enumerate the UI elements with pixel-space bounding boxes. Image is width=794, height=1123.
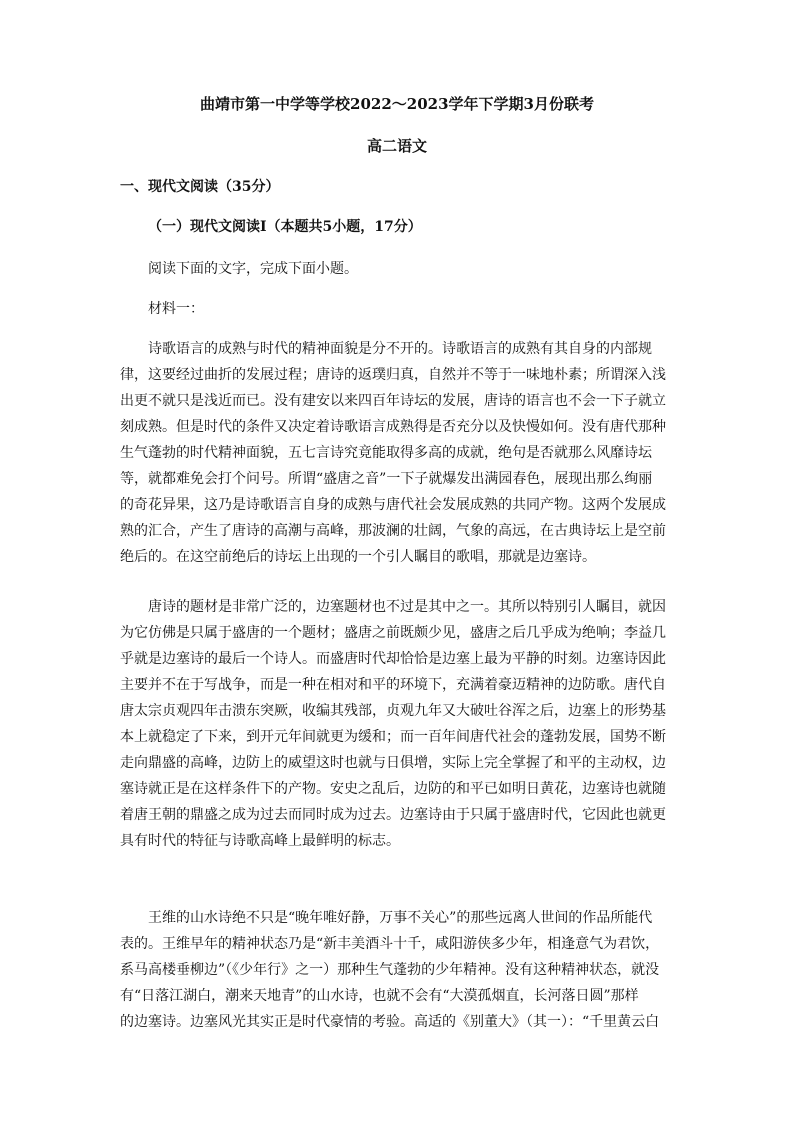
page-title: 曲靖市第一中学等学校2022～2023学年下学期3月份联考 xyxy=(200,95,594,113)
paragraph-line: 诗歌语言的成熟与时代的精神面貌是分不开的。诗歌语言的成熟有其自身的内部规 xyxy=(148,341,652,357)
paragraph-3 xyxy=(120,905,680,1035)
paragraph-2 xyxy=(120,594,680,854)
paragraph-line: 为它仿佛是只属于盛唐的一个题材；盛唐之前既颇少见，盛唐之后几乎成为绝响；李益几 xyxy=(120,625,666,641)
paragraph-line: 主要并不在于写战争，而是一种在相对和平的环境下，充满着豪迈精神的边防歌。唐代自 xyxy=(120,677,666,693)
paragraph-line: 的奇花异果，这乃是诗歌语言自身的成熟与唐代社会发展成熟的共同产物。这两个发展成 xyxy=(120,497,666,513)
paragraph-line: 绝后的。在这空前绝后的诗坛上出现的一个引人瞩目的歌唱，那就是边塞诗。 xyxy=(120,549,596,565)
paragraph-line: 律，这要经过曲折的发展过程；唐诗的返璞归真，自然并不等于一味地朴素；所谓深入浅 xyxy=(120,367,666,383)
paragraph-line: 熟的汇合，产生了唐诗的高潮与高峰，那波澜的壮阔，气象的高远，在古典诗坛上是空前 xyxy=(120,523,666,539)
paragraph-line: 着唐王朝的鼎盛之成为过去而同时成为过去。边塞诗由于只属于盛唐时代，它因此也就更 xyxy=(120,807,666,823)
paragraph-line: 唐诗的题材是非常广泛的，边塞题材也不过是其中之一。其所以特别引人瞩目，就因 xyxy=(148,599,666,615)
subsection-heading: （一）现代文阅读Ⅰ（本题共5小题，17分） xyxy=(148,219,422,235)
paragraph-line: 出更不就只是浅近而已。没有建安以来四百年诗坛的发展，唐诗的语言也不会一下子就立 xyxy=(120,393,666,409)
paragraph-line: 唐太宗贞观四年击溃东突厥，收编其残部，贞观九年又大破吐谷浑之后，边塞上的形势基 xyxy=(120,703,666,719)
reading-instruction: 阅读下面的文字，完成下面小题。 xyxy=(148,261,358,277)
material-label: 材料一： xyxy=(148,301,204,317)
paragraph-line: 生气蓬勃的时代精神面貌，五七言诗究竟能取得多高的成就，绝句是否就那么风靡诗坛 xyxy=(120,445,652,461)
paragraph-line: 有“日落江湖白，潮来天地青”的山水诗，也就不会有“大漠孤烟直，长河落日圆”那样 xyxy=(120,988,639,1004)
paragraph-line: 表的。王维早年的精神状态乃是“新丰美酒斗十千，咸阳游侠多少年，相逢意气为君饮， xyxy=(120,936,660,952)
section-heading: 一、现代文阅读（35分） xyxy=(120,179,280,195)
paragraph-line: 塞诗就正是在这样条件下的产物。安史之乱后，边防的和平已如明日黄花，边塞诗也就随 xyxy=(120,781,666,797)
paragraph-line: 本上就稳定了下来，到开元年间就更为缓和；而一百年间唐代社会的蓬勃发展，国势不断 xyxy=(120,729,666,745)
paragraph-line: 等，就都难免会打个问号。所谓“盛唐之音”一下子就爆发出满园春色，展现出那么绚丽 xyxy=(120,471,653,487)
paragraph-line: 王维的山水诗绝不只是“晚年唯好静，万事不关心”的那些远离人世间的作品所能代 xyxy=(148,910,653,926)
paragraph-line: 系马高楼垂柳边”（《少年行》之一）那种生气蓬勃的少年精神。没有这种精神状态，就没 xyxy=(120,962,660,978)
paragraph-line: 的边塞诗。边塞风光其实正是时代豪情的考验。高适的《别董大》（其一）：“千里黄云白 xyxy=(120,1014,660,1030)
paragraph-line: 具有时代的特征与诗歌高峰上最鲜明的标志。 xyxy=(120,833,400,849)
subject-title: 高二语文 xyxy=(366,137,427,155)
paragraph-1 xyxy=(120,336,680,570)
paragraph-line: 走向鼎盛的高峰，边防上的威望这时也就与日俱增，实际上完全掌握了和平的主动权，边 xyxy=(120,755,666,771)
paragraph-line: 刻成熟。但是时代的条件又决定着诗歌语言成熟得是否充分以及快慢如何。没有唐代那种 xyxy=(120,419,666,435)
paragraph-line: 乎就是边塞诗的最后一个诗人。而盛唐时代却恰恰是边塞上最为平静的时刻。边塞诗因此 xyxy=(120,651,666,667)
